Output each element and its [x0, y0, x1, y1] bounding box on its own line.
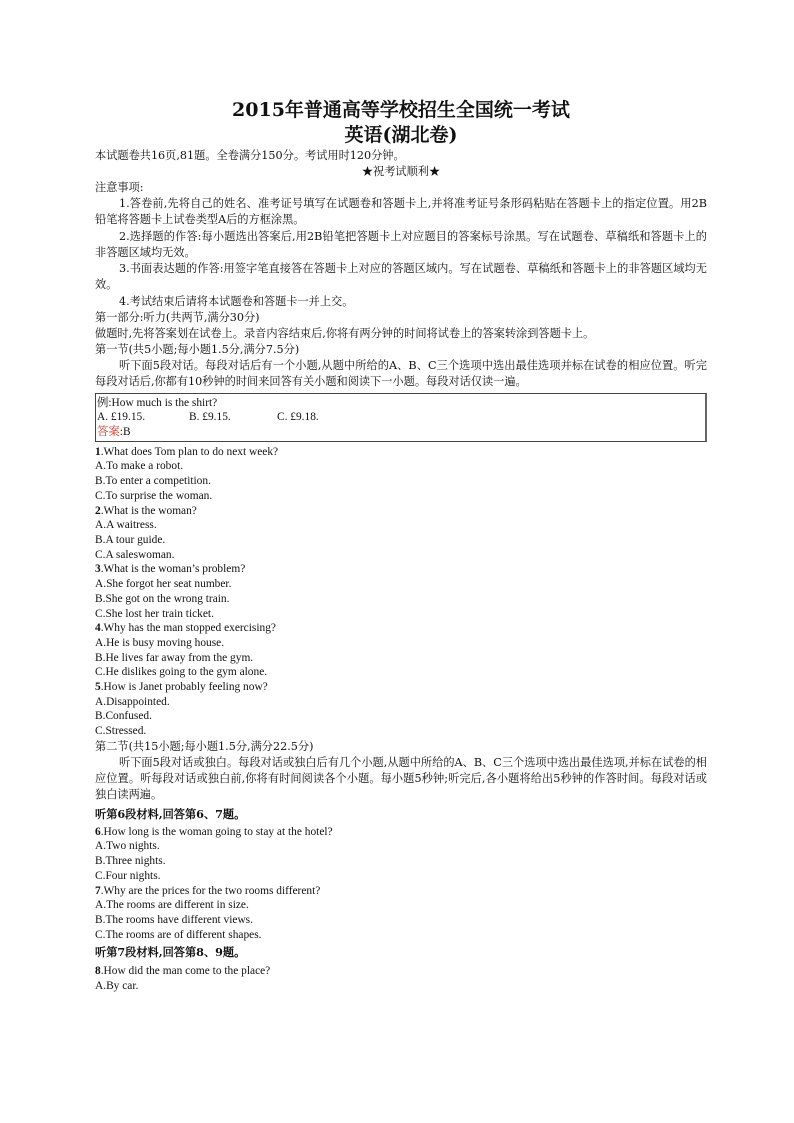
example-option-c: C. £9.18. [277, 411, 319, 424]
option: C.Stressed. [95, 725, 147, 738]
question-number: 7 [95, 884, 101, 897]
question-text: .How did the man come to the place? [100, 965, 271, 978]
notes-heading: 注意事项: [95, 181, 144, 194]
option: A.He is busy moving house. [95, 636, 225, 649]
question-number: 5 [95, 681, 101, 694]
exam-wish: ★祝考试顺利★ [361, 165, 441, 178]
option: C.A saleswoman. [95, 548, 175, 561]
section1-instruction: 听下面5段对话。每段对话后有一个小题,从题中所给的A、B、C三个选项中选出最佳选项并标在试卷的相应位置。听完每段对话后,你都有10秒钟的时间来回答有关小题和阅读下一小题。每段对话仅读一遍。 [95, 359, 707, 389]
question-6 [95, 825, 707, 884]
example-answer-value: :B [119, 426, 131, 439]
option: C.Four nights. [95, 869, 161, 882]
question-text: .How is Janet probably feeling now? [100, 681, 268, 694]
group-7-heading: 听第7段材料,回答第8、9题。 [95, 945, 246, 960]
question-4 [95, 621, 707, 680]
example-box [95, 393, 707, 442]
note-item-3: 3.书面表达题的作答:用签字笔直接答在答题卡上对应的答题区域内。写在试题卷、草稿纸和答题卡上的非答题区域均无效。 [95, 262, 707, 292]
note-item-2: 2.选择题的作答:每小题选出答案后,用2B铅笔把答题卡上对应题目的答案标号涂黑。写在试题卷、草稿纸和答题卡上的非答题区域均无效。 [95, 229, 707, 259]
question-text: .What does Tom plan to do next week? [100, 445, 279, 458]
question-number: 6 [95, 825, 101, 838]
option: A.A waitress. [95, 519, 157, 532]
note-item-1: 1.答卷前,先将自己的姓名、准考证号填写在试题卷和答题卡上,并将准考证号条形码粘贴在答题卡上的指定位置。用2B铅笔将答题卡上试卷类型A后的方框涂黑。 [95, 197, 707, 227]
option: C.She lost her train ticket. [95, 607, 214, 620]
section2-instruction: 听下面5段对话或独白。每段对话或独白后有几个小题,从题中所给的A、B、C三个选项中选出最佳选项,并标在试卷的相应位置。听每段对话或独白前,你将有时间阅读各个小题。每小题5秒钟;听完后,各小题将给出5秒钟的作答时间。每段对话或独白读两遍。 [95, 755, 707, 802]
question-8 [95, 964, 707, 993]
option: B.A tour guide. [95, 534, 166, 546]
example-option-b: B. £9.15. [189, 411, 231, 424]
option: B.Confused. [95, 710, 152, 723]
option: A.To make a robot. [95, 460, 184, 473]
option: B.Three nights. [95, 855, 166, 868]
option: B.She got on the wrong train. [95, 592, 230, 605]
option: A.The rooms are different in size. [95, 899, 249, 912]
exam-info: 本试题卷共16页,81题。全卷满分150分。考试用时120分钟。 [95, 149, 405, 162]
option: A.Disappointed. [95, 695, 170, 708]
note-item-4: 4.考试结束后请将本试题卷和答题卡一并上交。 [119, 294, 354, 308]
option: C.To surprise the woman. [95, 489, 213, 502]
option: B.The rooms have different views. [95, 913, 253, 926]
question-1 [95, 445, 707, 504]
section2-heading: 第二节(共15小题;每小题1.5分,满分22.5分) [95, 739, 314, 753]
option: A.By car. [95, 980, 139, 993]
question-number: 1 [95, 445, 101, 458]
question-number: 8 [95, 965, 101, 978]
question-3 [95, 562, 707, 621]
question-list-a [95, 445, 707, 739]
question-text: .How long is the woman going to stay at the hotel? [100, 825, 333, 838]
exam-subtitle: 英语(湖北卷) [344, 124, 458, 146]
option: A.Two nights. [95, 840, 160, 853]
question-2 [95, 504, 707, 563]
example-option-a: A. £19.15. [97, 411, 146, 424]
part1-instruction: 做题时,先将答案划在试卷上。录音内容结束后,你将有两分钟的时间将试卷上的答案转涂到答题卡上。 [95, 327, 595, 341]
question-text: .Why has the man stopped exercising? [100, 622, 276, 635]
question-number: 3 [95, 563, 101, 576]
question-number: 2 [95, 504, 101, 517]
option: A.She forgot her seat number. [95, 578, 232, 591]
question-7 [95, 884, 707, 943]
example-answer-label: 答案 [97, 426, 120, 439]
option: B.He lives far away from the gym. [95, 651, 254, 664]
question-text: .What is the woman’s problem? [100, 563, 246, 576]
group-6-heading: 听第6段材料,回答第6、7题。 [95, 806, 246, 821]
option: B.To enter a competition. [95, 475, 211, 488]
part1-heading: 第一部分:听力(共两节,满分30分) [95, 311, 260, 325]
example-answer [96, 425, 705, 440]
option: C.The rooms are of different shapes. [95, 928, 262, 941]
option: C.He dislikes going to the gym alone. [95, 666, 268, 679]
section1-heading: 第一节(共5小题;每小题1.5分,满分7.5分) [95, 343, 300, 357]
example-question: 例:How much is the shirt? [97, 396, 218, 409]
question-list-b [95, 825, 707, 943]
question-list-c [95, 964, 707, 993]
question-text: .What is the woman? [100, 504, 197, 517]
example-options [96, 410, 705, 425]
exam-page [95, 98, 707, 994]
exam-title: 2015年普通高等学校招生全国统一考试 [232, 99, 570, 121]
question-number: 4 [95, 622, 101, 635]
question-5 [95, 680, 707, 739]
question-text: .Why are the prices for the two rooms different? [100, 884, 321, 897]
